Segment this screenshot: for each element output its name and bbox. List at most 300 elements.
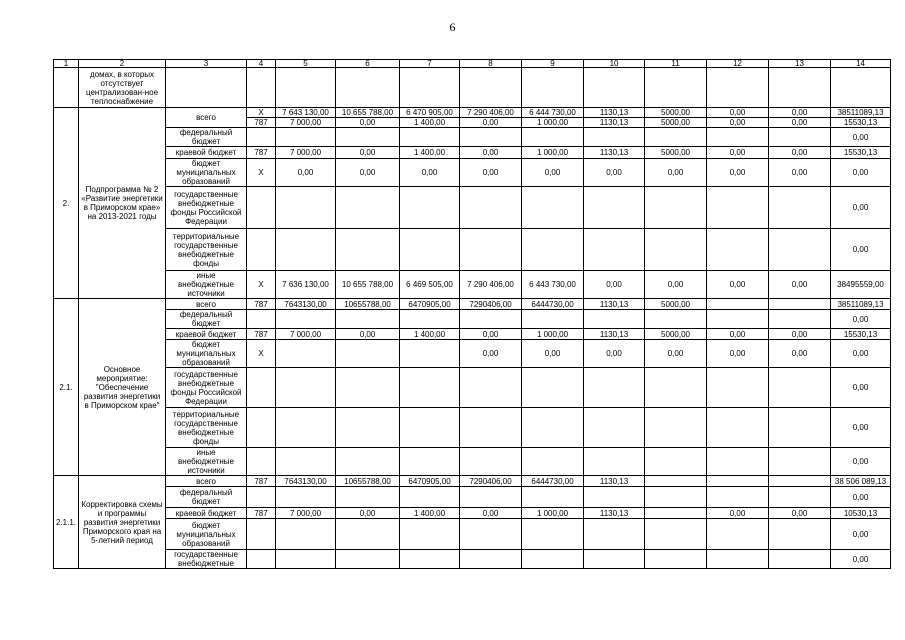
column-number: 3 bbox=[166, 60, 247, 68]
cell-line: 1 400,00 bbox=[413, 118, 446, 127]
table-cell: 0,00 bbox=[707, 159, 769, 187]
cell-line: 5000,00 bbox=[661, 118, 690, 127]
table-cell bbox=[336, 368, 400, 408]
table-cell bbox=[645, 519, 707, 550]
table-cell: 1 400,00 bbox=[400, 147, 460, 159]
row-number: 2.1. bbox=[54, 299, 79, 476]
table-cell bbox=[276, 448, 336, 476]
header-row bbox=[54, 60, 891, 68]
table-cell bbox=[584, 408, 645, 448]
table-cell: 0,00 bbox=[769, 340, 831, 368]
table-cell bbox=[522, 187, 584, 229]
table-cell: 787 bbox=[247, 299, 276, 310]
table-cell bbox=[247, 310, 276, 329]
table-cell: 0,00 bbox=[831, 159, 891, 187]
table-cell: 0,00 bbox=[460, 508, 522, 519]
funding-source: краевой бюджет bbox=[166, 147, 247, 159]
funding-source: всего bbox=[166, 476, 247, 487]
funding-source: территориальные государственные внебюджетные фонды bbox=[166, 229, 247, 271]
table-row bbox=[54, 448, 891, 476]
table-cell bbox=[769, 128, 831, 147]
table-cell bbox=[584, 487, 645, 508]
table-cell bbox=[276, 408, 336, 448]
funding-source: федеральный бюджет bbox=[166, 487, 247, 508]
table-cell: 7643130,00 bbox=[276, 476, 336, 487]
table-cell bbox=[460, 448, 522, 476]
table-cell bbox=[400, 108, 460, 128]
table-cell bbox=[460, 368, 522, 408]
funding-source: государственные внебюджетные фонды Российской Федерации bbox=[166, 368, 247, 408]
table-cell bbox=[707, 128, 769, 147]
table-cell bbox=[707, 448, 769, 476]
table-cell bbox=[522, 68, 584, 108]
column-number: 10 bbox=[584, 60, 645, 68]
table-row bbox=[54, 329, 891, 340]
table-cell bbox=[336, 68, 400, 108]
table-cell: 1 000,00 bbox=[522, 508, 584, 519]
table-cell: 787 bbox=[247, 147, 276, 159]
cell-line: 1130,13 bbox=[584, 108, 645, 118]
table-cell: 6 469 505,00 bbox=[400, 271, 460, 299]
table-cell bbox=[584, 108, 645, 128]
row-number bbox=[54, 68, 79, 108]
table-cell bbox=[247, 550, 276, 569]
table-cell bbox=[769, 299, 831, 310]
table-row bbox=[54, 299, 891, 310]
table-cell bbox=[336, 187, 400, 229]
table-cell: 7 290 406,00 bbox=[460, 271, 522, 299]
table-row bbox=[54, 519, 891, 550]
table-cell bbox=[584, 550, 645, 569]
table-cell: 0,00 bbox=[831, 487, 891, 508]
table-cell bbox=[584, 448, 645, 476]
funding-source: бюджет муниципальных образований bbox=[166, 159, 247, 187]
table-cell: 1130,13 bbox=[584, 508, 645, 519]
funding-source: государственные внебюджетные bbox=[166, 550, 247, 569]
table-cell bbox=[276, 108, 336, 128]
funding-source: всего bbox=[166, 108, 247, 128]
table-cell: 38 506 089,13 bbox=[831, 476, 891, 487]
cell-line: 7 290 406,00 bbox=[460, 108, 522, 118]
funding-source: всего bbox=[166, 299, 247, 310]
funding-source: федеральный бюджет bbox=[166, 128, 247, 147]
funding-source: бюджет муниципальных образований bbox=[166, 519, 247, 550]
table-cell: 0,00 bbox=[584, 159, 645, 187]
table-cell bbox=[460, 408, 522, 448]
table-row bbox=[54, 68, 891, 108]
table-row bbox=[54, 108, 891, 128]
table-cell: 6444730,00 bbox=[522, 299, 584, 310]
table-cell: 0,00 bbox=[831, 408, 891, 448]
table-cell: 787 bbox=[247, 508, 276, 519]
table-cell bbox=[522, 229, 584, 271]
cell-line: 5000,00 bbox=[645, 108, 707, 118]
table-cell: 0,00 bbox=[336, 508, 400, 519]
table-cell bbox=[645, 476, 707, 487]
table-cell bbox=[276, 128, 336, 147]
table-row bbox=[54, 476, 891, 487]
table-cell bbox=[460, 128, 522, 147]
column-number: 7 bbox=[400, 60, 460, 68]
funding-source: государственные внебюджетные фонды Российской Федерации bbox=[166, 187, 247, 229]
column-number: 4 bbox=[247, 60, 276, 68]
table-cell bbox=[336, 487, 400, 508]
table-cell bbox=[522, 310, 584, 329]
table-cell: 10655788,00 bbox=[336, 299, 400, 310]
funding-source: краевой бюджет bbox=[166, 508, 247, 519]
table-cell bbox=[645, 128, 707, 147]
table-cell bbox=[769, 108, 831, 128]
event-name: домах, в которых отсутствует централизован-ное теплоснабжение bbox=[79, 68, 166, 108]
column-number: 9 bbox=[522, 60, 584, 68]
funding-source: иные внебюджетные источники bbox=[166, 448, 247, 476]
table-cell: 0,00 bbox=[769, 508, 831, 519]
table-cell bbox=[400, 448, 460, 476]
cell-line: X bbox=[247, 108, 276, 118]
table-cell bbox=[645, 68, 707, 108]
table-cell bbox=[400, 68, 460, 108]
column-number: 11 bbox=[645, 60, 707, 68]
table-cell: 0,00 bbox=[336, 147, 400, 159]
table-cell bbox=[336, 310, 400, 329]
table-cell bbox=[645, 550, 707, 569]
table-cell bbox=[276, 368, 336, 408]
table-cell bbox=[645, 487, 707, 508]
table-cell bbox=[460, 487, 522, 508]
table-cell: 5000,00 bbox=[645, 147, 707, 159]
table-cell bbox=[707, 229, 769, 271]
table-cell: 0,00 bbox=[831, 128, 891, 147]
cell-line: 1 000,00 bbox=[536, 118, 569, 127]
table-cell: 1 000,00 bbox=[522, 147, 584, 159]
table-cell: 1130,13 bbox=[584, 476, 645, 487]
table-cell: 0,00 bbox=[831, 340, 891, 368]
table-cell: 0,00 bbox=[645, 159, 707, 187]
column-number: 1 bbox=[54, 60, 79, 68]
table-cell bbox=[460, 519, 522, 550]
table-cell: 0,00 bbox=[831, 448, 891, 476]
table-cell: 0,00 bbox=[707, 340, 769, 368]
budget-table bbox=[53, 59, 891, 569]
table-cell: 7 000,00 bbox=[276, 147, 336, 159]
table-cell: 0,00 bbox=[584, 340, 645, 368]
table-cell: 0,00 bbox=[831, 229, 891, 271]
table-cell bbox=[247, 487, 276, 508]
table-cell bbox=[707, 310, 769, 329]
table-cell bbox=[276, 519, 336, 550]
table-cell bbox=[247, 187, 276, 229]
funding-source: федеральный бюджет bbox=[166, 310, 247, 329]
table-cell: 0,00 bbox=[769, 329, 831, 340]
table-cell bbox=[769, 310, 831, 329]
table-cell bbox=[166, 68, 247, 108]
table-cell: 0,00 bbox=[522, 159, 584, 187]
event-name: Основное мероприятие: "Обеспечение развития энергетики в Приморском крае" bbox=[79, 299, 166, 476]
table-row bbox=[54, 368, 891, 408]
table-cell bbox=[831, 68, 891, 108]
table-cell bbox=[831, 108, 891, 128]
table-cell bbox=[247, 408, 276, 448]
cell-line: 15530,13 bbox=[843, 118, 878, 127]
table-cell bbox=[460, 550, 522, 569]
table-row bbox=[54, 159, 891, 187]
column-number: 14 bbox=[831, 60, 891, 68]
table-cell: 0,00 bbox=[707, 329, 769, 340]
funding-source: иные внебюджетные источники bbox=[166, 271, 247, 299]
table-cell bbox=[522, 108, 584, 128]
table-cell: 5000,00 bbox=[645, 299, 707, 310]
table-cell bbox=[707, 476, 769, 487]
table-cell bbox=[336, 550, 400, 569]
table-row bbox=[54, 508, 891, 519]
table-cell bbox=[276, 229, 336, 271]
table-row bbox=[54, 229, 891, 271]
table-cell bbox=[707, 187, 769, 229]
table-cell: 6470905,00 bbox=[400, 476, 460, 487]
table-cell bbox=[707, 519, 769, 550]
table-row bbox=[54, 187, 891, 229]
table-cell bbox=[460, 187, 522, 229]
table-cell bbox=[247, 128, 276, 147]
table-cell bbox=[247, 368, 276, 408]
funding-source: краевой бюджет bbox=[166, 329, 247, 340]
cell-line: 1130,13 bbox=[599, 118, 629, 127]
table-cell bbox=[522, 550, 584, 569]
table-cell bbox=[400, 229, 460, 271]
table-cell bbox=[584, 229, 645, 271]
cell-line: 0,00 bbox=[791, 118, 808, 127]
table-cell bbox=[400, 368, 460, 408]
table-cell: 15530,13 bbox=[831, 147, 891, 159]
cell-line: 38511089,13 bbox=[831, 108, 891, 118]
table-row bbox=[54, 487, 891, 508]
table-cell bbox=[707, 108, 769, 128]
table-cell bbox=[645, 108, 707, 128]
table-cell: 0,00 bbox=[831, 310, 891, 329]
table-cell: 1 000,00 bbox=[522, 329, 584, 340]
table-cell bbox=[400, 310, 460, 329]
table-cell: 1 400,00 bbox=[400, 329, 460, 340]
table-cell bbox=[276, 550, 336, 569]
table-cell: X bbox=[247, 271, 276, 299]
table-cell bbox=[522, 128, 584, 147]
table-cell bbox=[584, 368, 645, 408]
table-cell bbox=[645, 448, 707, 476]
column-number: 13 bbox=[769, 60, 831, 68]
table-cell bbox=[769, 487, 831, 508]
table-cell bbox=[769, 368, 831, 408]
table-cell bbox=[584, 187, 645, 229]
table-cell bbox=[460, 68, 522, 108]
table-cell bbox=[336, 229, 400, 271]
cell-line: 0,00 bbox=[707, 108, 769, 118]
table-cell bbox=[336, 519, 400, 550]
table-cell bbox=[707, 299, 769, 310]
table-cell: 0,00 bbox=[460, 329, 522, 340]
table-cell bbox=[707, 550, 769, 569]
table-cell bbox=[645, 310, 707, 329]
table-cell: 0,00 bbox=[769, 159, 831, 187]
table-cell bbox=[707, 368, 769, 408]
column-number: 8 bbox=[460, 60, 522, 68]
table-cell bbox=[584, 310, 645, 329]
table-cell bbox=[522, 487, 584, 508]
table-cell bbox=[247, 519, 276, 550]
cell-line: 7 643 130,00 bbox=[276, 108, 336, 118]
table-cell bbox=[769, 550, 831, 569]
table-cell bbox=[645, 508, 707, 519]
table-cell: 10 655 788,00 bbox=[336, 271, 400, 299]
table-row bbox=[54, 408, 891, 448]
event-name: Корректировка схемы и программы развития энергетики Приморского края на 5-летний период bbox=[79, 476, 166, 569]
table-cell: 10530,13 bbox=[831, 508, 891, 519]
table-cell: 0,00 bbox=[460, 340, 522, 368]
table-cell bbox=[400, 187, 460, 229]
table-cell bbox=[522, 448, 584, 476]
table-cell bbox=[247, 229, 276, 271]
table-cell: 7290406,00 bbox=[460, 476, 522, 487]
table-cell: 1130,13 bbox=[584, 147, 645, 159]
event-name: Подпрограмма № 2 «Развитие энергетики в Приморском крае» на 2013-2021 годы bbox=[79, 108, 166, 299]
table-row bbox=[54, 310, 891, 329]
table-cell bbox=[522, 368, 584, 408]
table-cell bbox=[276, 487, 336, 508]
table-cell: 0,00 bbox=[831, 519, 891, 550]
table-cell bbox=[460, 229, 522, 271]
table-row bbox=[54, 147, 891, 159]
table-cell bbox=[247, 108, 276, 128]
table-cell: 7 000,00 bbox=[276, 508, 336, 519]
cell-line: 787 bbox=[254, 118, 268, 127]
cell-line: 0,00 bbox=[359, 118, 376, 127]
table-cell: 0,00 bbox=[769, 147, 831, 159]
table-cell bbox=[645, 408, 707, 448]
table-cell bbox=[276, 340, 336, 368]
table-cell: 0,00 bbox=[336, 329, 400, 340]
table-cell: 6 443 730,00 bbox=[522, 271, 584, 299]
table-row bbox=[54, 550, 891, 569]
table-cell bbox=[336, 448, 400, 476]
table-cell: 0,00 bbox=[707, 508, 769, 519]
cell-line: 0,00 bbox=[482, 118, 499, 127]
table-cell: 0,00 bbox=[831, 187, 891, 229]
column-number: 12 bbox=[707, 60, 769, 68]
table-cell: 787 bbox=[247, 329, 276, 340]
table-cell: X bbox=[247, 340, 276, 368]
table-cell bbox=[769, 187, 831, 229]
table-cell bbox=[522, 519, 584, 550]
cell-line: 10 655 788,00 bbox=[336, 108, 400, 118]
table-cell bbox=[400, 519, 460, 550]
table-cell: 0,00 bbox=[645, 271, 707, 299]
table-cell bbox=[400, 340, 460, 368]
table-cell: 7 000,00 bbox=[276, 329, 336, 340]
table-cell bbox=[584, 128, 645, 147]
table-row bbox=[54, 128, 891, 147]
table-cell bbox=[400, 487, 460, 508]
table-cell bbox=[584, 68, 645, 108]
table-cell: 0,00 bbox=[645, 340, 707, 368]
table-cell: 0,00 bbox=[769, 271, 831, 299]
table-cell: X bbox=[247, 159, 276, 187]
table-cell bbox=[276, 310, 336, 329]
table-cell: 6444730,00 bbox=[522, 476, 584, 487]
table-cell: 0,00 bbox=[522, 340, 584, 368]
table-cell bbox=[769, 408, 831, 448]
table-cell bbox=[336, 340, 400, 368]
table-cell bbox=[645, 187, 707, 229]
table-cell bbox=[645, 368, 707, 408]
table-cell bbox=[769, 476, 831, 487]
table-cell: 7643130,00 bbox=[276, 299, 336, 310]
table-cell bbox=[336, 128, 400, 147]
table-cell: 7 636 130,00 bbox=[276, 271, 336, 299]
table-cell: 0,00 bbox=[276, 159, 336, 187]
table-cell: 0,00 bbox=[707, 271, 769, 299]
table-cell bbox=[336, 408, 400, 448]
table-cell: 5000,00 bbox=[645, 329, 707, 340]
cell-line: 6 444 730,00 bbox=[522, 108, 584, 118]
table-cell: 0,00 bbox=[584, 271, 645, 299]
column-number: 5 bbox=[276, 60, 336, 68]
table-cell bbox=[645, 229, 707, 271]
table-cell bbox=[522, 408, 584, 448]
table-cell bbox=[769, 229, 831, 271]
table-cell: 787 bbox=[247, 476, 276, 487]
funding-source: территориальные государственные внебюджетные фонды bbox=[166, 408, 247, 448]
table-cell: 10655788,00 bbox=[336, 476, 400, 487]
table-cell: 0,00 bbox=[831, 368, 891, 408]
column-number: 2 bbox=[79, 60, 166, 68]
table-cell: 15530,13 bbox=[831, 329, 891, 340]
table-cell bbox=[769, 519, 831, 550]
table-cell bbox=[769, 448, 831, 476]
table-cell: 0,00 bbox=[336, 159, 400, 187]
table-cell bbox=[247, 68, 276, 108]
table-row bbox=[54, 340, 891, 368]
row-number: 2. bbox=[54, 108, 79, 299]
table-cell: 0,00 bbox=[460, 159, 522, 187]
cell-line: 6 470 905,00 bbox=[400, 108, 460, 118]
table-cell bbox=[584, 519, 645, 550]
table-cell bbox=[276, 187, 336, 229]
table-cell bbox=[336, 108, 400, 128]
table-cell bbox=[460, 108, 522, 128]
table-row bbox=[54, 271, 891, 299]
table-cell bbox=[707, 487, 769, 508]
funding-source: бюджет муниципальных образований bbox=[166, 340, 247, 368]
table-cell bbox=[769, 68, 831, 108]
table-cell bbox=[460, 310, 522, 329]
table-cell bbox=[400, 550, 460, 569]
table-cell bbox=[400, 408, 460, 448]
cell-line: 0,00 bbox=[729, 118, 746, 127]
table-cell: 0,00 bbox=[707, 147, 769, 159]
table-cell: 1130,13 bbox=[584, 329, 645, 340]
table-cell: 38495559,00 bbox=[831, 271, 891, 299]
row-number: 2.1.1. bbox=[54, 476, 79, 569]
table-cell: 1 400,00 bbox=[400, 508, 460, 519]
table-cell: 0,00 bbox=[460, 147, 522, 159]
table-cell: 7290406,00 bbox=[460, 299, 522, 310]
table-cell bbox=[707, 408, 769, 448]
table-cell: 1130,13 bbox=[584, 299, 645, 310]
cell-line: 0,00 bbox=[769, 108, 831, 118]
table-cell bbox=[707, 68, 769, 108]
column-number: 6 bbox=[336, 60, 400, 68]
page-number: 6 bbox=[449, 20, 456, 34]
table-cell: 0,00 bbox=[831, 550, 891, 569]
